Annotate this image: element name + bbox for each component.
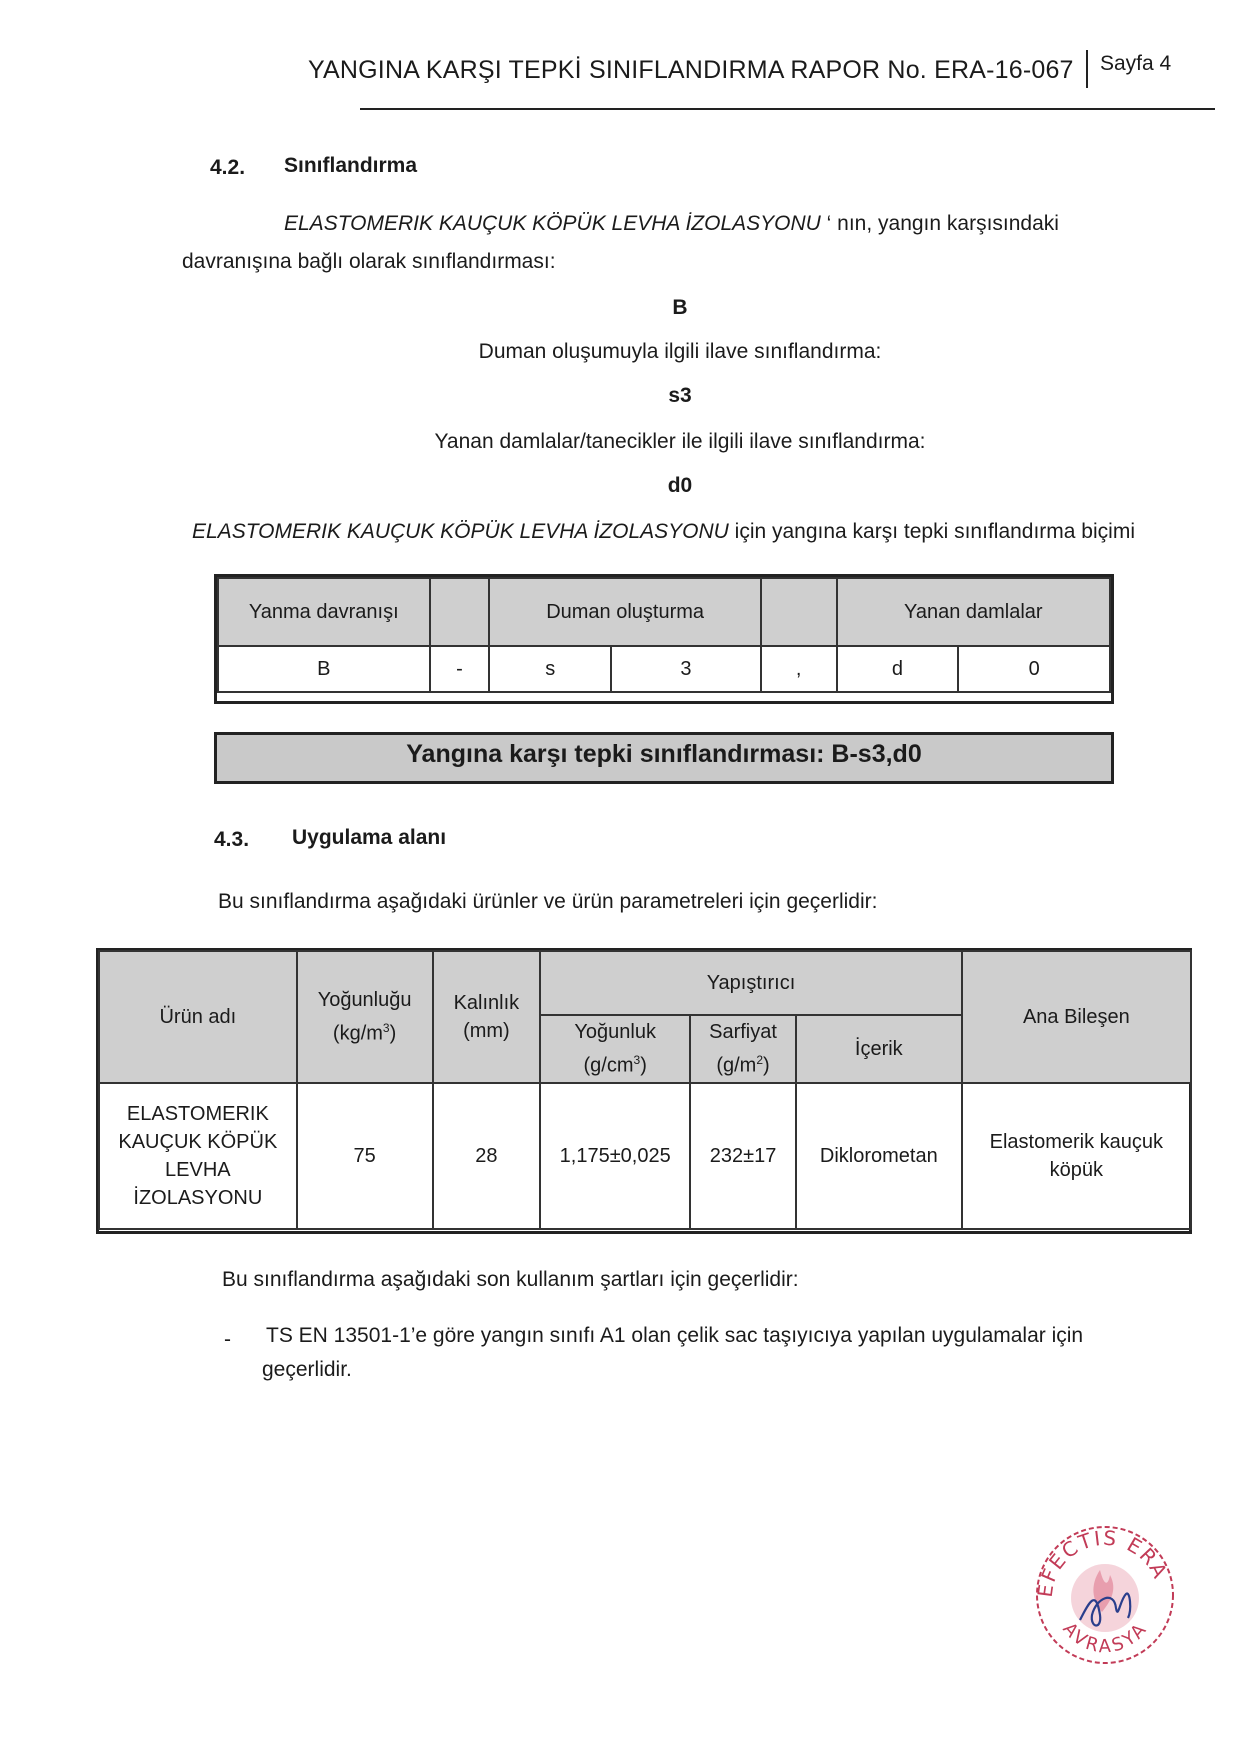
- header-consumption: [690, 1015, 796, 1083]
- value-class: B: [218, 646, 430, 692]
- value-3: 3: [611, 646, 761, 692]
- density-unit-sup: 3: [382, 1021, 390, 1036]
- page-number: Sayfa 4: [1100, 52, 1172, 75]
- header-droplets: Yanan damlalar: [837, 578, 1110, 646]
- report-header-title: YANGINA KARŞI TEPKİ SINIFLANDIRMA RAPOR No. ERA-16-067: [308, 56, 1074, 84]
- consumption-sup: 2: [756, 1053, 764, 1068]
- header-empty-2: [761, 578, 837, 646]
- adh-density-unit: (g/cm: [583, 1054, 634, 1077]
- product-name-line-3: LEVHA: [165, 1159, 231, 1181]
- thickness-label: Kalınlık: [453, 992, 520, 1014]
- classification-intro-line2: davranışına bağlı olarak sınıflandırması:: [182, 250, 556, 273]
- cell-consumption: 232±17: [690, 1083, 796, 1229]
- density-unit-close: ): [389, 1022, 397, 1045]
- cell-content: Diklorometan: [796, 1083, 962, 1229]
- smoke-class-label: Duman oluşumuyla ilgili ilave sınıflandırma:: [478, 340, 882, 363]
- stamp-text-top: EFECTIS ERA: [1032, 1525, 1173, 1599]
- value-dash: -: [430, 646, 490, 692]
- section-number-43: 4.3.: [214, 828, 250, 851]
- cell-main-component: [962, 1083, 1191, 1229]
- cell-density: 75: [297, 1083, 433, 1229]
- product-name-line-4: İZOLASYONU: [133, 1187, 263, 1209]
- thickness-unit: (mm): [463, 1020, 510, 1042]
- section-title-43: Uygulama alanı: [292, 826, 447, 849]
- adh-density-sup: 3: [633, 1053, 641, 1068]
- value-0: 0: [958, 646, 1110, 692]
- classification-format-line: [192, 520, 1135, 544]
- cell-thickness: 28: [433, 1083, 541, 1229]
- list-bullet: -: [224, 1328, 231, 1351]
- scope-intro: Bu sınıflandırma aşağıdaki ürünler ve ürün parametreleri için geçerlidir:: [218, 890, 878, 913]
- adh-density-close: ): [640, 1054, 647, 1077]
- header-density: [297, 951, 433, 1083]
- header-adhesive: Yapıştırıcı: [540, 951, 961, 1015]
- drops-class-value: d0: [667, 474, 693, 497]
- main-component-line-2: köpük: [1049, 1159, 1104, 1181]
- company-stamp: [1030, 1520, 1180, 1670]
- header-thickness: [433, 951, 541, 1083]
- header-adhesive-density: [540, 1015, 690, 1083]
- header-rule: [360, 108, 1215, 110]
- header-main-component: Ana Bileşen: [962, 951, 1191, 1083]
- end-use-intro: Bu sınıflandırma aşağıdaki son kullanım şartları için geçerlidir:: [222, 1268, 799, 1291]
- density-unit: (kg/m: [332, 1022, 383, 1045]
- drops-class-label: Yanan damlalar/tanecikler ile ilgili ilave sınıflandırma:: [434, 430, 926, 453]
- header-burning-behaviour: Yanma davranışı: [218, 578, 430, 646]
- end-use-item-line2: geçerlidir.: [262, 1358, 352, 1381]
- header-content: İçerik: [796, 1015, 962, 1083]
- consumption-label: Sarfiyat: [709, 1021, 777, 1044]
- classification-intro-line1: [284, 212, 1059, 236]
- cell-adhesive-density: 1,175±0,025: [540, 1083, 690, 1229]
- value-d: d: [837, 646, 959, 692]
- consumption-close: ): [763, 1054, 770, 1077]
- section-title: Sınıflandırma: [284, 154, 418, 177]
- format-rest: için yangına karşı tepki sınıflandırma biçimi: [728, 520, 1135, 543]
- product-name-line-2: KAUÇUK KÖPÜK: [118, 1131, 278, 1153]
- header-separator: [1086, 50, 1088, 88]
- classification-table: [217, 577, 1111, 693]
- product-table: [98, 950, 1192, 1230]
- header-empty-1: [430, 578, 490, 646]
- header-product-name: Ürün adı: [99, 951, 297, 1083]
- smoke-class-value: s3: [668, 384, 692, 407]
- section-number: 4.2.: [210, 156, 246, 179]
- product-name-line-1: ELASTOMERIK: [126, 1103, 269, 1125]
- intro-rest: ‘ nın, yangın karşısındaki: [826, 212, 1059, 235]
- end-use-item-line1: TS EN 13501-1’e göre yangın sınıfı A1 olan çelik sac taşıyıcıya yapılan uygulamalar için: [266, 1324, 1084, 1347]
- header-smoke: Duman oluşturma: [489, 578, 760, 646]
- value-s: s: [489, 646, 611, 692]
- stamp-text-bottom: AVRASYA: [1058, 1617, 1153, 1658]
- main-component-line-1: Elastomerik kauçuk: [989, 1131, 1164, 1153]
- product-name-italic: ELASTOMERIK KAUÇUK KÖPÜK LEVHA İZOLASYONU: [284, 212, 827, 235]
- cell-product-name: [99, 1083, 297, 1229]
- consumption-unit: (g/m: [716, 1054, 757, 1077]
- adh-density-label: Yoğunluk: [574, 1021, 656, 1044]
- product-name-italic-2: ELASTOMERIK KAUÇUK KÖPÜK LEVHA İZOLASYONU: [192, 520, 729, 543]
- density-label: Yoğunluğu: [317, 989, 412, 1012]
- value-comma: ,: [761, 646, 837, 692]
- main-class-value: B: [672, 296, 688, 319]
- result-text: Yangına karşı tepki sınıflandırması: B-s3,d0: [406, 740, 922, 768]
